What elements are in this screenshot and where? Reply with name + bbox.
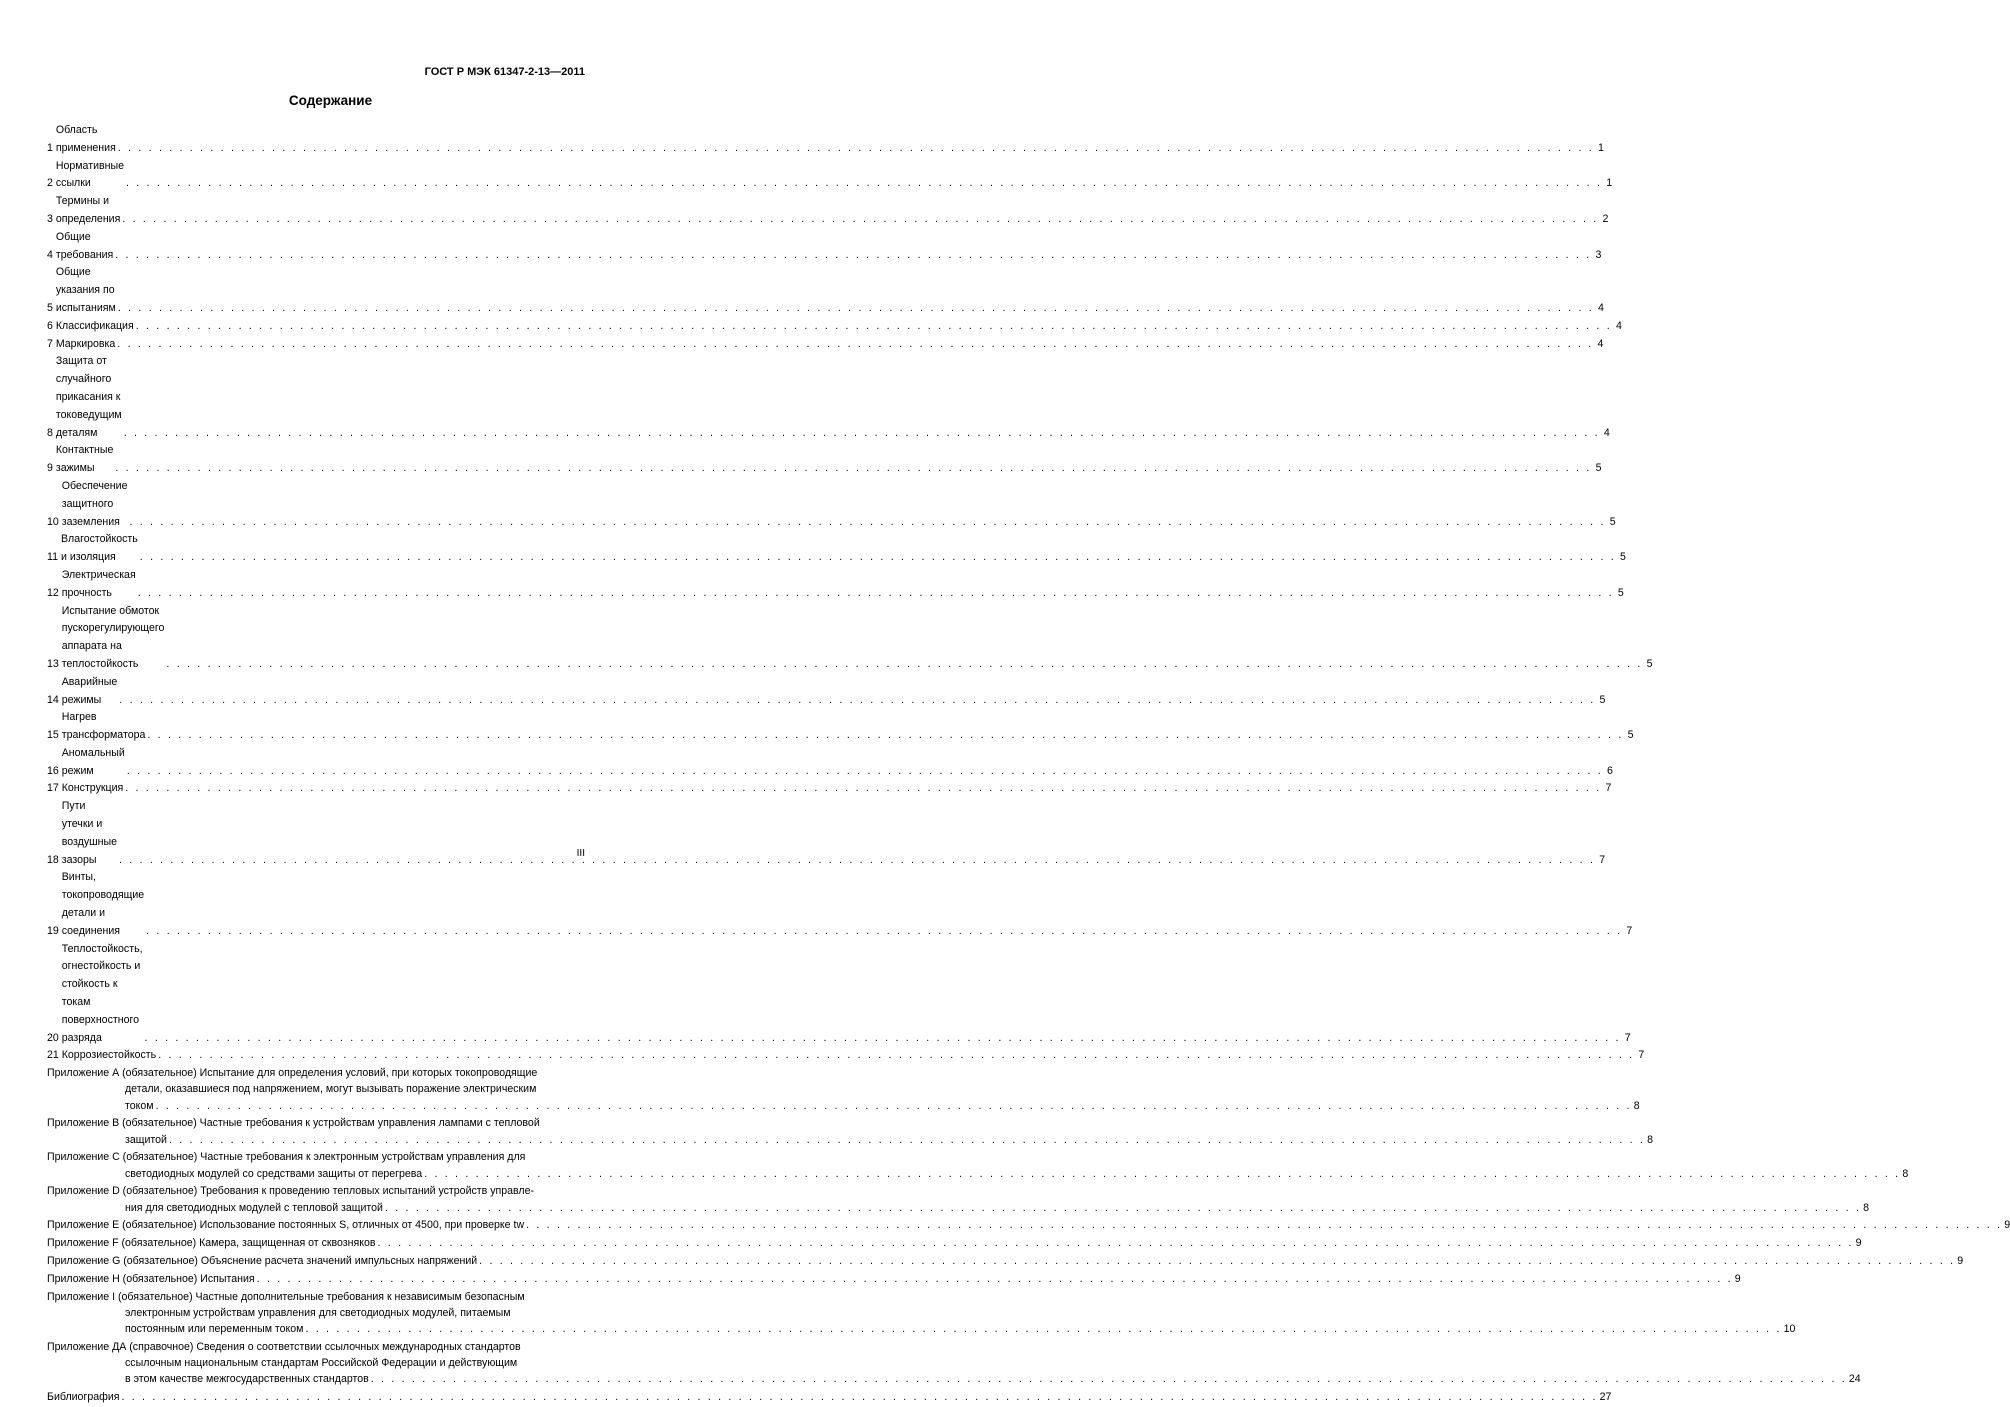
toc-leader-dots <box>385 1202 1861 1214</box>
toc-appendix-last-line <box>47 1217 2010 1233</box>
toc-entry <box>47 336 1604 354</box>
document-code: ГОСТ Р МЭК 61347-2-13—2011 <box>424 66 585 78</box>
toc-appendix-line: Приложение F (обязательное) Камера, защищенная от сквозняков <box>47 1237 376 1250</box>
toc-appendix-line: Приложение I (обязательное) Частные дополнительные требования к независимым безопасным <box>47 1290 525 1303</box>
toc-entry-page: 4 <box>1598 301 1604 314</box>
toc-entry <box>47 478 1616 531</box>
toc-entry-title: Контактные зажимы <box>55 444 114 475</box>
toc-entry-title: Влагостойкость и изоляция <box>60 533 138 564</box>
toc-leader-dots <box>124 425 1600 443</box>
toc-appendix-line: Приложение Н (обязательное) Испытания <box>47 1272 255 1285</box>
toc-appendix <box>47 1217 2010 1233</box>
page-number: III <box>576 848 585 859</box>
toc-bibliography-page: 27 <box>1599 1391 1612 1404</box>
toc-entry-number: 7 <box>47 337 56 350</box>
toc-leader-dots <box>115 247 1591 265</box>
toc-leader-dots <box>115 460 1591 478</box>
toc-entry-page: 5 <box>1599 693 1606 706</box>
toc-entry-title: Термины и определения <box>55 195 121 225</box>
toc-leader-dots <box>371 1373 1847 1385</box>
toc-entry <box>47 869 1633 940</box>
toc-appendix-page: 8 <box>1647 1133 1653 1146</box>
toc-appendix <box>47 1115 1653 1147</box>
toc-entry-page: 5 <box>1620 551 1626 564</box>
toc-leader-dots <box>140 549 1616 567</box>
toc-leader-dots <box>119 852 1595 870</box>
toc-entry-page: 5 <box>1646 657 1653 670</box>
toc-entry-page: 5 <box>1609 515 1616 528</box>
toc-entry-title: Электрическая прочность <box>61 568 136 599</box>
toc-entry-page: 3 <box>1595 248 1602 261</box>
toc-entry-page: 7 <box>1638 1049 1645 1062</box>
toc-leader-dots <box>138 585 1614 603</box>
toc-appendix-title <box>47 1235 1862 1251</box>
toc-entry <box>47 264 1604 317</box>
toc-entry-title: Пути утечки и воздушные зазоры <box>61 800 117 866</box>
toc-entry-page: 6 <box>1607 764 1613 777</box>
toc-entry-page: 2 <box>1602 212 1609 225</box>
toc-entry-title: Нагрев трансформатора <box>61 711 146 742</box>
toc-appendix-title <box>47 1271 1741 1287</box>
toc-appendix-page: 8 <box>1633 1099 1640 1112</box>
toc-appendix-page: 9 <box>1957 1255 1964 1268</box>
toc-entry-number: 5 <box>47 301 56 314</box>
toc-entry-number: 10 <box>47 515 62 528</box>
toc-entry <box>47 158 1613 194</box>
toc-leader-dots <box>166 656 1642 674</box>
toc-entry-number: 4 <box>47 248 56 261</box>
toc-leader-dots <box>479 1255 1955 1267</box>
toc-entry <box>47 780 1612 798</box>
toc-entry-number: 9 <box>47 462 56 475</box>
toc-entry-page: 1 <box>1606 177 1613 190</box>
toc-leader-dots <box>129 514 1605 532</box>
toc-appendix-last-line <box>47 1235 1862 1251</box>
toc-appendix-last-line <box>47 1200 1869 1216</box>
toc-appendix <box>47 1235 1862 1251</box>
page-title: Содержание <box>288 93 373 108</box>
toc-entry-number: 15 <box>47 729 62 742</box>
toc-appendix-page: 24 <box>1848 1373 1861 1386</box>
toc-leader-dots <box>127 763 1603 781</box>
toc-appendix-page: 9 <box>1734 1272 1741 1285</box>
toc-appendix-line: постоянным или переменным током <box>125 1323 304 1336</box>
toc-appendix-title <box>47 1149 1908 1181</box>
toc-entry-page: 1 <box>1598 141 1604 154</box>
toc-leader-dots <box>146 923 1622 941</box>
toc-entry-page: 4 <box>1603 426 1610 439</box>
toc-leader-dots <box>125 780 1601 798</box>
toc-leader-dots <box>158 1047 1634 1065</box>
toc-entry-number: 6 <box>47 319 56 332</box>
toc-leader-dots <box>526 1219 2002 1231</box>
toc-entry-number: 11 <box>47 551 61 564</box>
toc-leader-dots <box>378 1237 1854 1249</box>
toc-entry-number: 3 <box>47 212 56 225</box>
toc-entry-title: Область применения <box>55 124 116 154</box>
toc-appendix-page: 8 <box>1902 1167 1909 1180</box>
toc-entry <box>47 709 1634 745</box>
toc-leader-dots <box>118 300 1594 318</box>
toc-entry-number: 20 <box>47 1031 62 1044</box>
toc-entry-title: Коррозиестойкость <box>61 1049 157 1062</box>
toc-leader-dots <box>257 1273 1733 1285</box>
toc-appendix-line: электронным устройствам управления для светодиодных модулей, питаемым <box>125 1306 511 1319</box>
toc-leader-dots <box>305 1323 1781 1335</box>
toc-appendix-last-line <box>47 1098 1640 1114</box>
toc-entry-title: Общие требования <box>55 230 114 261</box>
toc-leader-dots <box>147 727 1623 745</box>
toc-entry <box>47 1047 1645 1065</box>
toc-appendix <box>47 1289 1796 1338</box>
toc-entry <box>47 745 1613 781</box>
toc-entry <box>47 531 1626 567</box>
toc-entry-number: 19 <box>47 924 62 937</box>
toc-entry-page: 4 <box>1597 337 1604 350</box>
toc-leader-dots <box>169 1134 1645 1146</box>
toc-appendix-title <box>47 1339 1861 1388</box>
toc-entry <box>47 941 1631 1048</box>
toc-appendix-line: в этом качестве межгосударственных стандартов <box>125 1373 369 1386</box>
toc-appendix-title <box>47 1115 1653 1147</box>
toc-appendix-line: Приложение D (обязательное) Требования к проведению тепловых испытаний устройств управле- <box>47 1185 535 1198</box>
toc-entry-page: 7 <box>1599 853 1606 866</box>
toc-entry <box>47 567 1624 603</box>
toc-leader-dots <box>121 1389 1597 1407</box>
toc-appendix-title <box>47 1183 1869 1215</box>
toc-appendix-title <box>47 1289 1795 1338</box>
toc-appendix-last-line <box>47 1271 1741 1287</box>
toc-entry <box>47 318 1622 336</box>
toc-entry-page: 5 <box>1595 462 1602 475</box>
toc-entry-page: 7 <box>1624 1031 1631 1044</box>
toc-appendix-title <box>47 1065 1640 1114</box>
toc-entry-number: 14 <box>47 693 62 706</box>
toc-bibliography <box>47 1389 1612 1407</box>
toc-leader-dots <box>118 140 1594 158</box>
toc-entry-title: Теплостойкость, огнестойкость и стойкость к токам поверхностного разряда <box>61 942 143 1044</box>
toc-entry-title: Аварийные режимы <box>61 675 118 706</box>
toc-entry-title: Общие указания по испытаниям <box>55 266 116 314</box>
toc-appendix-page: 8 <box>1863 1201 1870 1214</box>
toc-entry-title: Классификация <box>55 319 134 332</box>
toc-entry-title: Обеспечение защитного заземления <box>61 479 128 528</box>
toc-appendix <box>47 1253 1964 1269</box>
toc-entry-page: 4 <box>1615 319 1622 332</box>
toc-appendix <box>47 1149 1909 1181</box>
toc-entry-page: 7 <box>1605 782 1612 795</box>
toc-entry <box>47 442 1602 478</box>
toc-leader-dots <box>117 336 1593 354</box>
toc-appendix-last-line <box>47 1321 1795 1337</box>
toc-entry-title: Маркировка <box>55 337 116 350</box>
toc-leader-dots <box>156 1100 1632 1112</box>
toc-appendix-line: Приложение ДА (справочное) Сведения о соответствии ссылочных международных стандартов <box>47 1340 521 1353</box>
toc-appendix-line: ссылочным национальным стандартам Российской Федерации и действующим <box>125 1357 518 1370</box>
toc-entry-title: Аномальный режим <box>61 746 125 777</box>
toc-appendix-line: током <box>125 1099 154 1112</box>
toc-entry-title: Винты, токопроводящие детали и соединения <box>61 871 145 937</box>
toc-appendix-line: ния для светодиодных модулей с тепловой защитой <box>125 1201 383 1214</box>
toc-appendix-page: 9 <box>1855 1237 1862 1250</box>
toc-appendix <box>47 1065 1640 1114</box>
toc-appendix-line: детали, оказавшиеся под напряжением, могут вызывать поражение электрическим <box>125 1083 537 1096</box>
toc-appendix-line: защитой <box>125 1133 167 1146</box>
toc-entry-page: 5 <box>1617 586 1624 599</box>
toc-appendix-last-line <box>47 1371 1861 1387</box>
toc-entry <box>47 353 1610 442</box>
toc-appendix <box>47 1271 1741 1287</box>
toc-appendix-line: Приложение В (обязательное) Частные требования к устройствам управления лампами с тепловой <box>47 1117 540 1130</box>
toc-appendix-line: Приложение С (обязательное) Частные требования к электронным устройствам управления для <box>47 1151 526 1164</box>
toc-entry-number: 1 <box>47 141 56 154</box>
toc-entry <box>47 122 1604 158</box>
toc-bibliography-title: Библиография <box>47 1391 120 1404</box>
toc-entry <box>47 603 1653 674</box>
toc-leader-dots <box>424 1168 1900 1180</box>
toc-entry-title: Испытание обмоток пускорегулирующего аппарата на теплостойкость <box>61 604 165 670</box>
toc-entry-number: 21 <box>47 1049 62 1062</box>
toc-leader-dots <box>136 318 1612 336</box>
toc-appendix-line: Приложение Е (обязательное) Использование постоянных S, отличных от 4500, при проверке tw <box>47 1219 525 1232</box>
toc-entry-page: 7 <box>1626 924 1633 937</box>
toc-appendix-title <box>47 1253 1963 1269</box>
toc-appendix-last-line <box>47 1166 1908 1182</box>
toc-appendix-page: 10 <box>1783 1323 1796 1336</box>
toc-entry <box>47 229 1602 265</box>
toc-entry-title: Конструкция <box>61 782 124 795</box>
toc-entry-number: 16 <box>47 764 62 777</box>
toc-entry-title: Защита от случайного прикасания к токоведущим деталям <box>55 355 122 439</box>
toc-entry <box>47 798 1606 869</box>
toc-entry <box>47 193 1609 229</box>
table-of-contents <box>47 122 2010 1407</box>
toc-leader-dots <box>119 692 1595 710</box>
toc-entry <box>47 674 1606 710</box>
toc-appendix-line: Приложение G (обязательное) Объяснение расчета значений импульсных напряжений <box>47 1255 478 1268</box>
toc-appendix-page: 9 <box>2004 1219 2010 1232</box>
toc-entry-number: 17 <box>47 782 62 795</box>
toc-entry-number: 12 <box>47 586 62 599</box>
toc-entry-number: 13 <box>47 657 62 670</box>
toc-appendix-title <box>47 1217 2010 1233</box>
toc-entry-number: 2 <box>47 177 56 190</box>
toc-leader-dots <box>126 175 1602 193</box>
toc-leader-dots <box>122 211 1598 229</box>
toc-entry-title: Нормативные ссылки <box>55 159 124 190</box>
toc-entry-number: 18 <box>47 853 62 866</box>
toc-appendix <box>47 1339 1861 1388</box>
toc-appendix-last-line <box>47 1253 1963 1269</box>
toc-appendix-line: Приложение А (обязательное) Испытание для определения условий, при которых токопроводящие <box>47 1067 538 1080</box>
toc-entry-page: 5 <box>1627 729 1634 742</box>
toc-entry-number: 8 <box>47 426 56 439</box>
toc-appendix-line: светодиодных модулей со средствами защиты от перегрева <box>125 1167 423 1180</box>
toc-leader-dots <box>145 1030 1621 1048</box>
toc-appendix-last-line <box>47 1132 1653 1148</box>
toc-appendix <box>47 1183 1870 1215</box>
